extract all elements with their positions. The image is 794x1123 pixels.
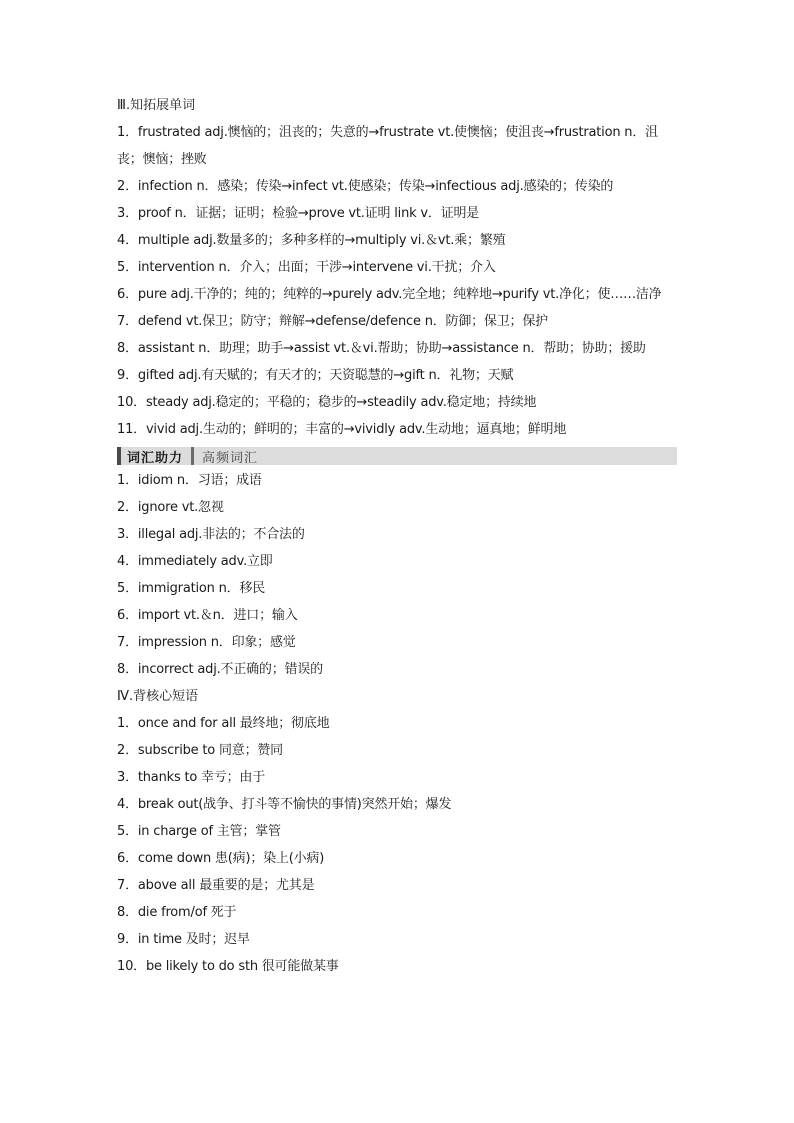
vocab-entry: 1．idiom n．习语；成语	[117, 473, 262, 488]
phrase-entry: 9．in time 及时；迟早	[117, 932, 250, 947]
banner-title: 词汇助力	[127, 450, 184, 466]
word-entry: 7．defend vt.保卫；防守；辩解→defense/defence n．防御；保卫；保护	[117, 314, 548, 329]
document-page	[117, 92, 677, 980]
word-entry: 11．vivid adj.生动的；鲜明的；丰富的→vividly adv.生动地；逼真地；鲜明地	[117, 422, 567, 437]
word-entry: 8．assistant n．助理；助手→assist vt.＆vi.帮助；协助→assistance n．帮助；协助；援助	[117, 341, 646, 356]
banner-accent-bar	[117, 447, 121, 465]
vocab-entry: 6．import vt.＆n．进口；输入	[117, 608, 298, 623]
phrase-entry: 4．break out(战争、打斗等不愉快的事情)突然开始；爆发	[117, 797, 452, 812]
word-entry: 1．frustrated adj.懊恼的；沮丧的；失意的→frustrate vt.使懊恼；使沮丧→frustration n．沮丧；懊恼；挫败	[117, 125, 658, 167]
word-entry: 4．multiple adj.数量多的；多种多样的→multiply vi.＆vt.乘；繁殖	[117, 233, 506, 248]
vocab-entry: 3．illegal adj.非法的；不合法的	[117, 527, 305, 542]
phrase-entry: 1．once and for all 最终地；彻底地	[117, 716, 330, 731]
word-entry: 2．infection n．感染；传染→infect vt.使感染；传染→infectious adj.感染的；传染的	[117, 179, 614, 194]
banner-separator	[191, 447, 194, 465]
phrase-entry: 6．come down 患(病)；染上(小病)	[117, 851, 325, 866]
banner-subtitle: 高频词汇	[202, 450, 259, 466]
phrase-entry: 5．in charge of 主管；掌管	[117, 824, 281, 839]
vocab-entry: 2．ignore vt.忽视	[117, 500, 224, 515]
vocab-entry: 5．immigration n．移民	[117, 581, 266, 596]
vocab-entry: 7．impression n．印象；感觉	[117, 635, 296, 650]
phrase-entry: 3．thanks to 幸亏；由于	[117, 770, 266, 785]
vocab-banner	[117, 447, 677, 465]
phrase-entry: 2．subscribe to 同意；赞同	[117, 743, 283, 758]
word-entry: 9．gifted adj.有天赋的；有天才的；天资聪慧的→gift n．礼物；天赋	[117, 368, 514, 383]
word-entry: 5．intervention n．介入；出面；干涉→intervene vi.干扰；介入	[117, 260, 496, 275]
section-heading-core-phrases: Ⅳ.背核心短语	[117, 689, 199, 704]
phrase-entry: 7．above all 最重要的是；尤其是	[117, 878, 315, 893]
vocab-entry: 8．incorrect adj.不正确的；错误的	[117, 662, 323, 677]
word-entry: 10．steady adj.稳定的；平稳的；稳步的→steadily adv.稳定地；持续地	[117, 395, 537, 410]
vocab-entry: 4．immediately adv.立即	[117, 554, 273, 569]
phrase-entry: 10．be likely to do sth 很可能做某事	[117, 959, 339, 974]
word-entry: 3．proof n．证据；证明；检验→prove vt.证明 link v．证明是	[117, 206, 480, 221]
phrase-entry: 8．die from/of 死于	[117, 905, 237, 920]
word-entry: 6．pure adj.干净的；纯的；纯粹的→purely adv.完全地；纯粹地→purify vt.净化；使……洁净	[117, 287, 662, 302]
section-heading-expand-words: Ⅲ.知拓展单词	[117, 98, 196, 113]
